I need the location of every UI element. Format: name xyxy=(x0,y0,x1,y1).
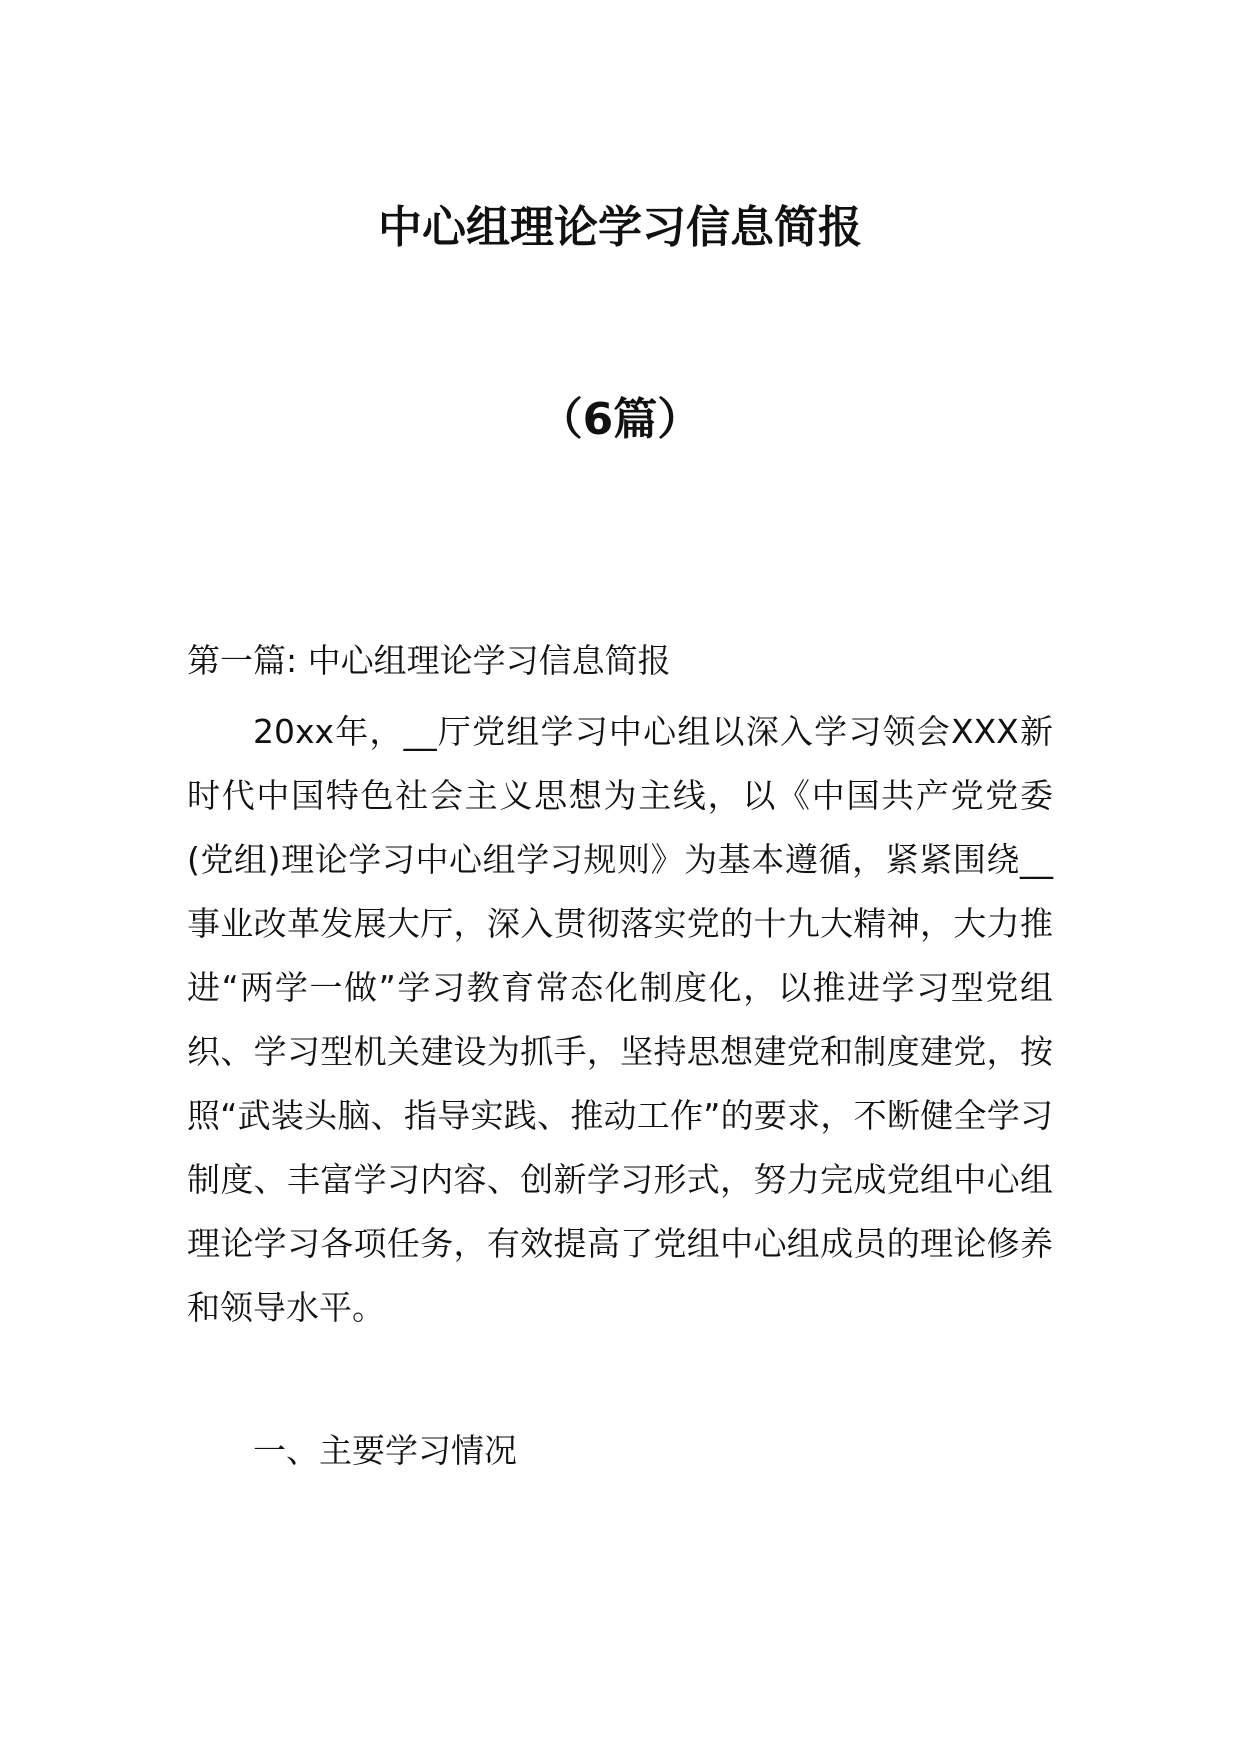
body-paragraph: 20xx年，__厅党组学习中心组以深入学习领会XXX新时代中国特色社会主义思想为主线，以《中国共产党党委(党组)理论学习中心组学习规则》为基本遵循，紧紧围绕__事业改革发展大厅，深入贯彻落实党的十九大精神，大力推进“两学一做”学习教育常态化制度化，以推进学习型党组织、学习型机关建设为抓手，坚持思想建党和制度建党，按照“武装头脑、指导实践、推动工作”的要求，不断健全学习制度、丰富学习内容、创新学习形式，努力完成党组中心组理论学习各项任务，有效提高了党组中心组成员的理论修养和领导水平。 xyxy=(187,712,1053,1327)
document-subtitle: （6篇） xyxy=(538,394,702,445)
document-title: 中心组理论学习信息简报 xyxy=(378,202,862,253)
article-body xyxy=(187,638,1053,1474)
section-heading: 第一篇: 中心组理论学习信息简报 xyxy=(187,641,671,680)
subsection-heading: 一、主要学习情况 xyxy=(253,1431,517,1470)
